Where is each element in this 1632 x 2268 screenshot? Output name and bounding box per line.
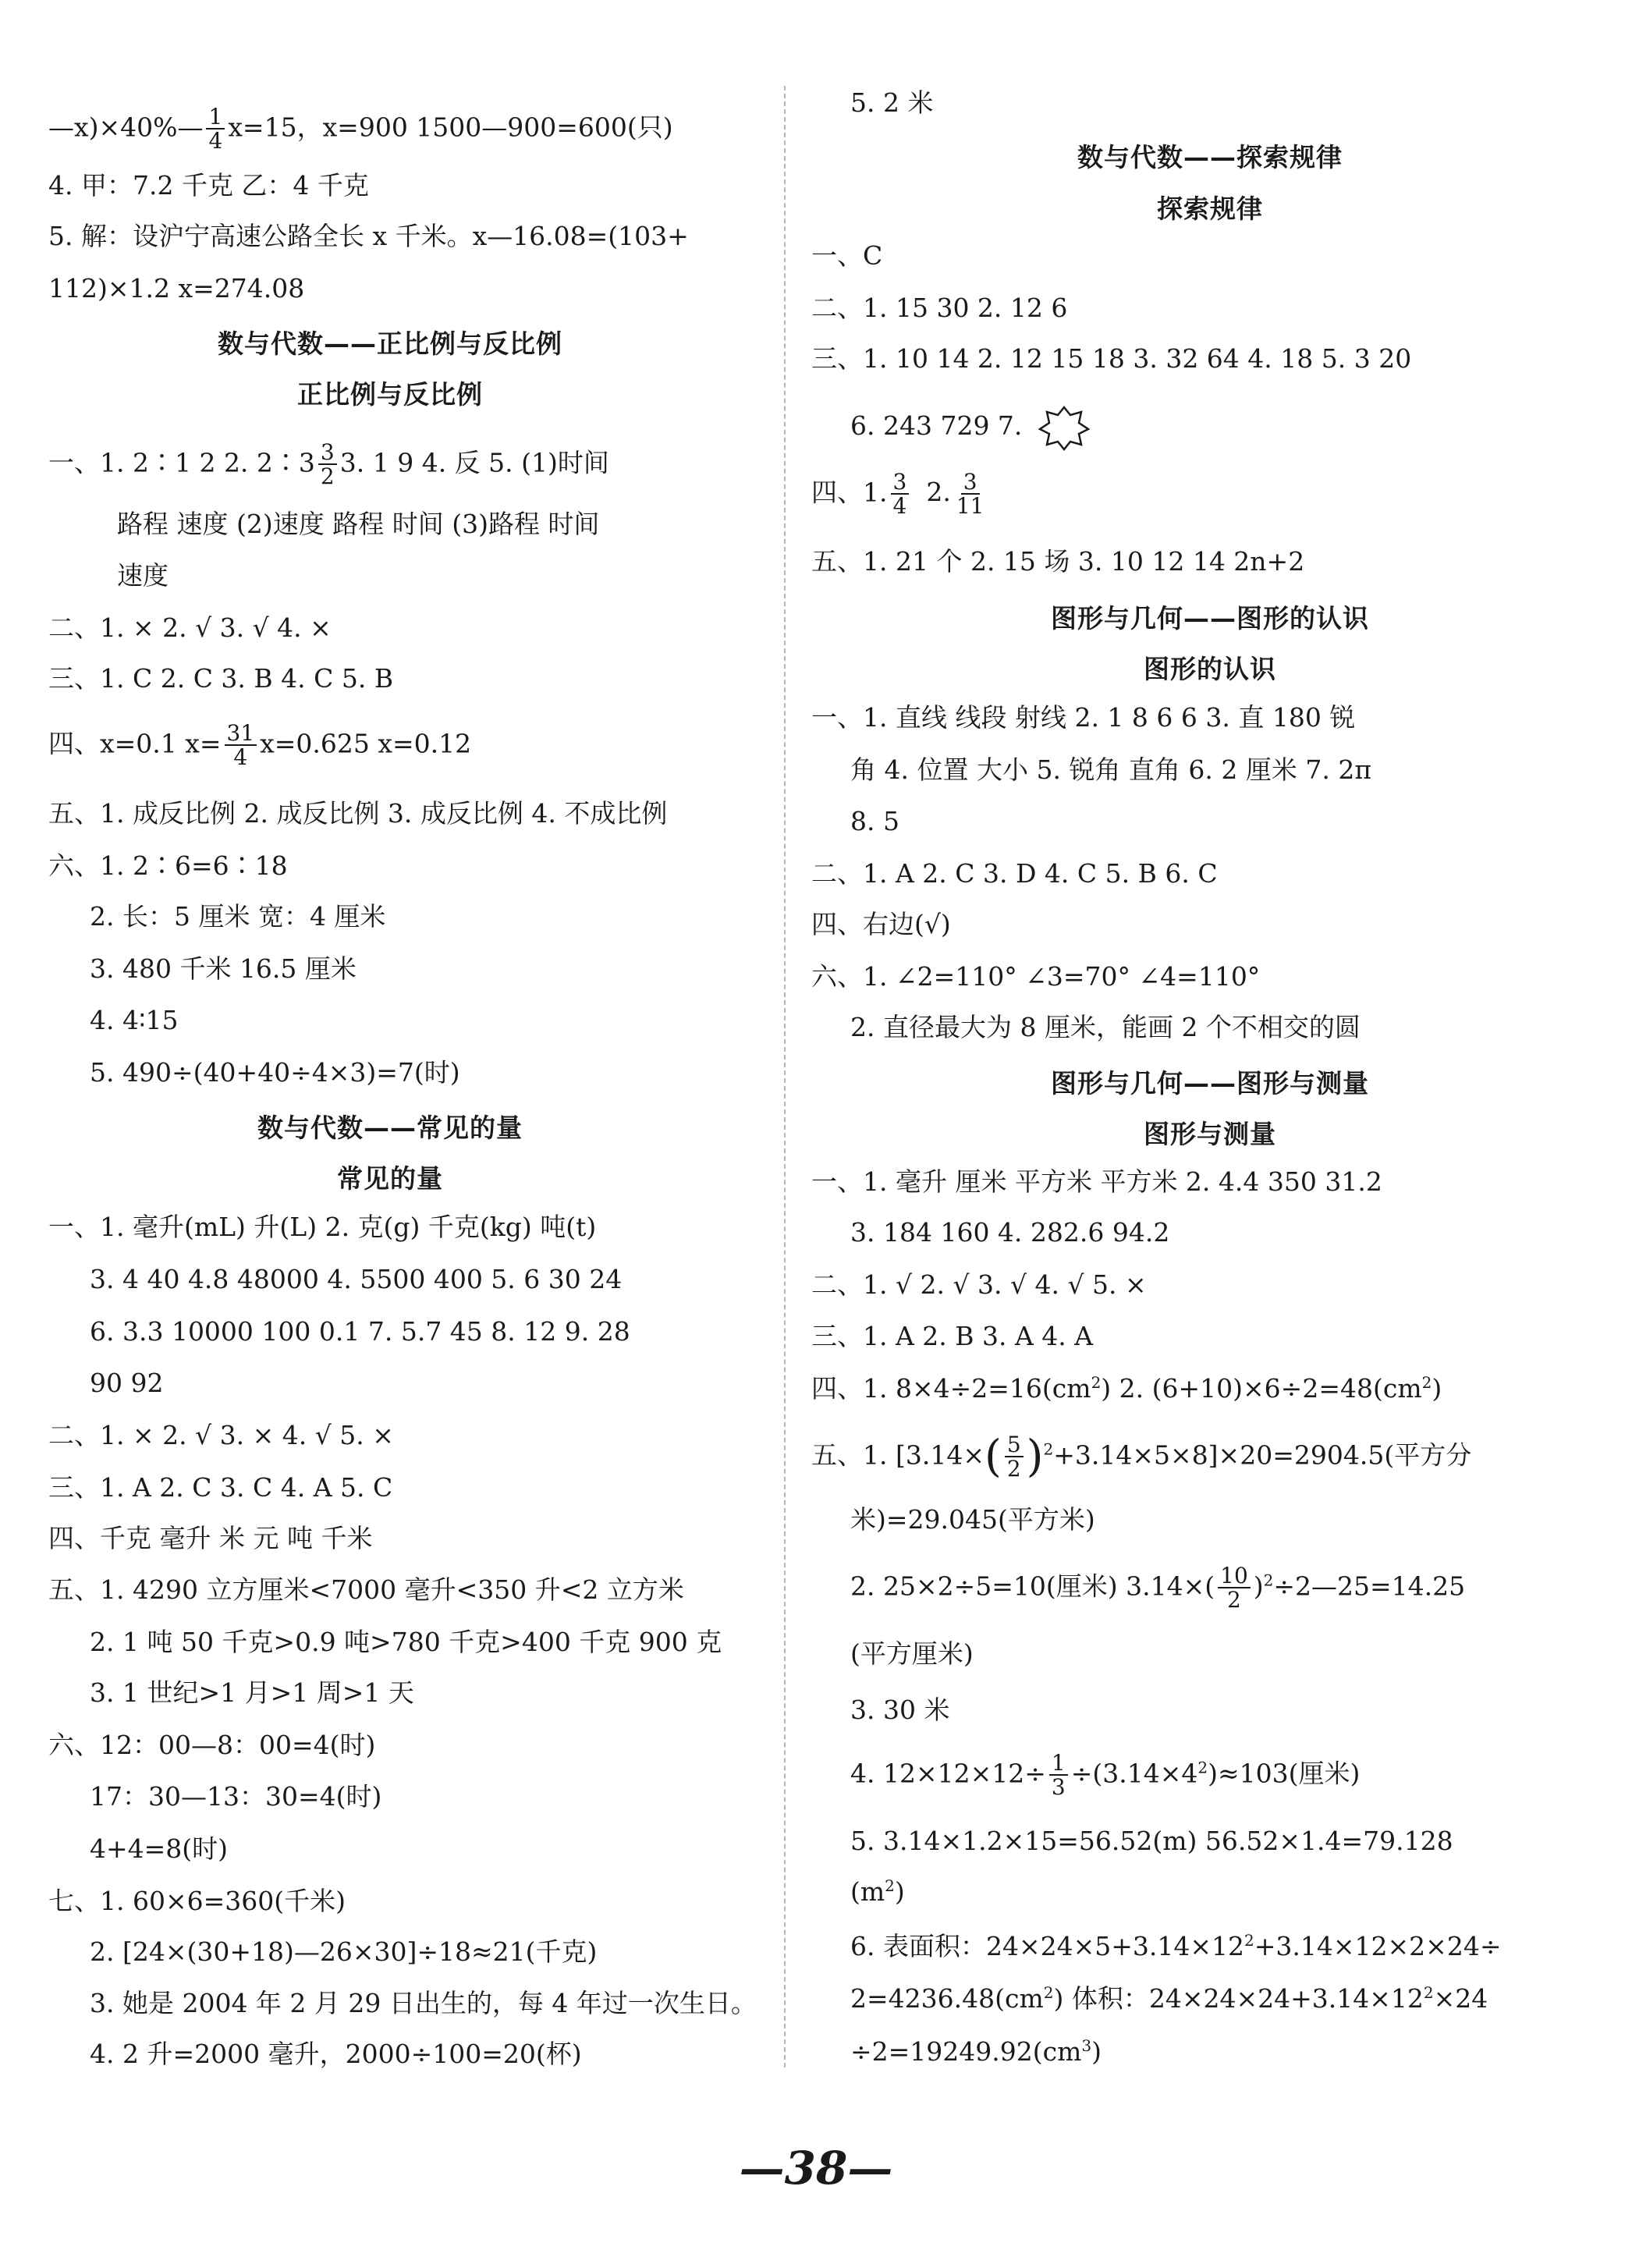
answer-line: 3. 30 米: [850, 1695, 950, 1725]
answer-line: 112)×1.2 x=274.08: [48, 273, 305, 303]
answer-line: 一、C: [811, 240, 883, 271]
answer-line: 五、1. 21 个 2. 15 场 3. 10 12 14 2n+2: [811, 546, 1305, 577]
section-heading: 数与代数——正比例与反比例: [218, 328, 562, 359]
subsection-heading: 常见的量: [337, 1163, 443, 1194]
answer-line: 一、1. 直线 线段 射线 2. 1 8 6 6 3. 直 180 锐: [811, 702, 1356, 733]
answer-line: 四、1. $\frac{3}{4}$ 2. $\frac{3}{11}$: [811, 470, 989, 518]
page-number: —38—: [739, 2142, 893, 2195]
answer-line: 2. 长：5 厘米 宽：4 厘米: [90, 901, 386, 932]
answer-line: 四、x=0.1 x= $\frac{31}{4}$ x=0.625 x=0.12: [48, 720, 472, 771]
section-heading: 图形与几何——图形的认识: [1051, 603, 1369, 634]
answer-line: 米)=29.045(平方米): [850, 1504, 1095, 1535]
answer-line: 二、1. √ 2. √ 3. √ 4. √ 5. ×: [811, 1269, 1147, 1300]
answer-line: 90 92: [90, 1368, 164, 1398]
right-column: [788, 0, 1632, 2075]
fraction: $\frac{5}{2}$: [1005, 1433, 1024, 1481]
answer-line: 速度: [117, 560, 169, 591]
answer-line: 六、12：00—8：00=4(时): [48, 1730, 376, 1760]
subsection-heading: 图形的认识: [1144, 654, 1276, 684]
fraction: $\frac{3}{4}$: [891, 470, 910, 518]
answer-line: 4. 2 升=2000 毫升，2000÷100=20(杯): [90, 2039, 582, 2069]
star-shape-icon: [1037, 404, 1091, 451]
answer-line: 四、千克 毫升 米 元 吨 千米: [48, 1523, 373, 1553]
answer-line: $(m^2)$: [850, 1876, 905, 1907]
answer-line: 五、1. 成反比例 2. 成反比例 3. 成反比例 4. 不成比例: [48, 798, 668, 829]
answer-line: 2. 25×2÷5=10(厘米) 3.14×( $\frac{10}{2}$ )$^2$÷2—25=14.25: [850, 1563, 1466, 1613]
answer-line: 路程 速度 (2)速度 路程 时间 (3)路程 时间: [117, 509, 600, 539]
fraction: $\frac{1}{3}$: [1049, 1752, 1068, 1799]
answer-line: 一、1. 毫升(mL) 升(L) 2. 克(g) 千克(kg) 吨(t): [48, 1212, 597, 1242]
answer-line: 2. 1 吨 50 千克>0.9 吨>780 千克>400 千克 900 克: [90, 1627, 722, 1657]
answer-line: $\div 2=19249.92(cm^3)$: [850, 2036, 1102, 2067]
section-heading: 数与代数——探索规律: [1077, 142, 1343, 172]
answer-line: 六、1. ∠2=110° ∠3=70° ∠4=110°: [811, 961, 1261, 992]
answer-line: 6. 243 729 7.: [850, 404, 1091, 451]
answer-line: 4. 甲：7.2 千克 乙：4 千克: [48, 170, 369, 201]
fraction: $\frac{3}{2}$: [318, 441, 337, 488]
answer-line: 三、1. C 2. C 3. B 4. C 5. B: [48, 663, 394, 694]
fraction: $\frac{1}{4}$: [206, 105, 225, 153]
answer-line: $2=4236.48(cm^2)$ 体积：$24\times 24\times 24+3.14\times 12^2\times 24$: [850, 1983, 1488, 2014]
column-divider: [784, 86, 786, 2067]
answer-line: 5. 490÷(40+40÷4×3)=7(时): [90, 1057, 460, 1088]
answer-line: 五、1. [3.14×( $\frac{5}{2}$ )$^2$+3.14×5×8]×20=2904.5(平方分: [811, 1431, 1472, 1482]
answer-line: (平方厘米): [850, 1638, 974, 1669]
answer-line: 2. [24×(30+18)—26×30]÷18≈21(千克): [90, 1936, 598, 1967]
section-heading: 数与代数——常见的量: [257, 1113, 523, 1143]
answer-line: 6. 表面积：$24\times 24\times 5+3.14\times 12^2+3.14\times 12\times 2\times 24\div$: [850, 1931, 1502, 1961]
answer-line: 4. 4∶15: [90, 1005, 179, 1035]
subsection-heading: 正比例与反比例: [297, 379, 483, 410]
answer-line: 3. 480 千米 16.5 厘米: [90, 953, 357, 984]
fraction: $\frac{3}{11}$: [956, 469, 985, 520]
left-column: [0, 0, 780, 2075]
answer-line: 二、1. A 2. C 3. D 4. C 5. B 6. C: [811, 858, 1218, 889]
answer-line: 3. 1 世纪>1 月>1 周>1 天: [90, 1677, 414, 1708]
answer-line: 4+4=8(时): [90, 1833, 229, 1864]
answer-line: 角 4. 位置 大小 5. 锐角 直角 6. 2 厘米 7. 2π: [850, 754, 1372, 785]
answer-line: 5. 2 米: [850, 87, 934, 118]
answer-line: 二、1. 15 30 2. 12 6: [811, 293, 1068, 323]
section-heading: 图形与几何——图形与测量: [1051, 1068, 1369, 1099]
answer-line: 3. 184 160 4. 282.6 94.2: [850, 1217, 1170, 1248]
answer-line: 8. 5: [850, 806, 899, 836]
answer-line: 二、1. × 2. √ 3. √ 4. ×: [48, 612, 332, 643]
answer-line: 二、1. × 2. √ 3. × 4. √ 5. ×: [48, 1420, 394, 1450]
answer-line: 四、1. $8\times 4\div 2=16(cm^2)$ 2. $(6+10)\times 6\div 2=48(cm^2)$: [811, 1373, 1442, 1404]
answer-line: 2. 直径最大为 8 厘米，能画 2 个不相交的圆: [850, 1012, 1361, 1042]
answer-line: 17：30—13：30=4(时): [90, 1781, 382, 1812]
fraction: $\frac{31}{4}$: [225, 722, 257, 769]
answer-line: —x)×40%— $\frac{1}{4}$ x=15，x=900 1500—900=600(只): [48, 104, 673, 154]
answer-line: 6. 3.3 10000 100 0.1 7. 5.7 45 8. 12 9. 28: [90, 1316, 630, 1347]
answer-line: 3. 4 40 4.8 48000 4. 5500 400 5. 6 30 24: [90, 1264, 623, 1294]
answer-line: 三、1. A 2. C 3. C 4. A 5. C: [48, 1472, 393, 1503]
answer-line: 一、1. 2∶1 2 2. 2∶3 $\frac{3}{2}$ 3. 1 9 4. 反 5. (1)时间: [48, 439, 609, 490]
answer-line: 六、1. 2∶6=6∶18: [48, 850, 288, 881]
fraction: $\frac{10}{2}$: [1218, 1564, 1251, 1612]
answer-line: 5. 解：设沪宁高速公路全长 x 千米。x—16.08=(103+: [48, 221, 689, 251]
answer-line: 三、1. A 2. B 3. A 4. A: [811, 1321, 1094, 1351]
subsection-heading: 探索规律: [1157, 193, 1263, 224]
answer-line: 一、1. 毫升 厘米 平方米 平方米 2. 4.4 350 31.2: [811, 1166, 1382, 1197]
answer-line: 三、1. 10 14 2. 12 15 18 3. 32 64 4. 18 5. 3 20: [811, 343, 1412, 374]
subsection-heading: 图形与测量: [1144, 1119, 1276, 1149]
answer-line: 五、1. 4290 立方厘米<7000 毫升<350 升<2 立方米: [48, 1574, 684, 1605]
answer-line: 七、1. 60×6=360(千米): [48, 1886, 346, 1916]
answer-line: 3. 她是 2004 年 2 月 29 日出生的，每 4 年过一次生日。: [90, 1988, 757, 2018]
answer-line: 5. 3.14×1.2×15=56.52(m) 56.52×1.4=79.128: [850, 1826, 1453, 1856]
answer-line: 四、右边(√): [811, 909, 951, 939]
answer-line: 4. 12×12×12÷ $\frac{1}{3}$ $\div(3.14\times 4^2)\approx 103$(厘米): [850, 1750, 1361, 1801]
